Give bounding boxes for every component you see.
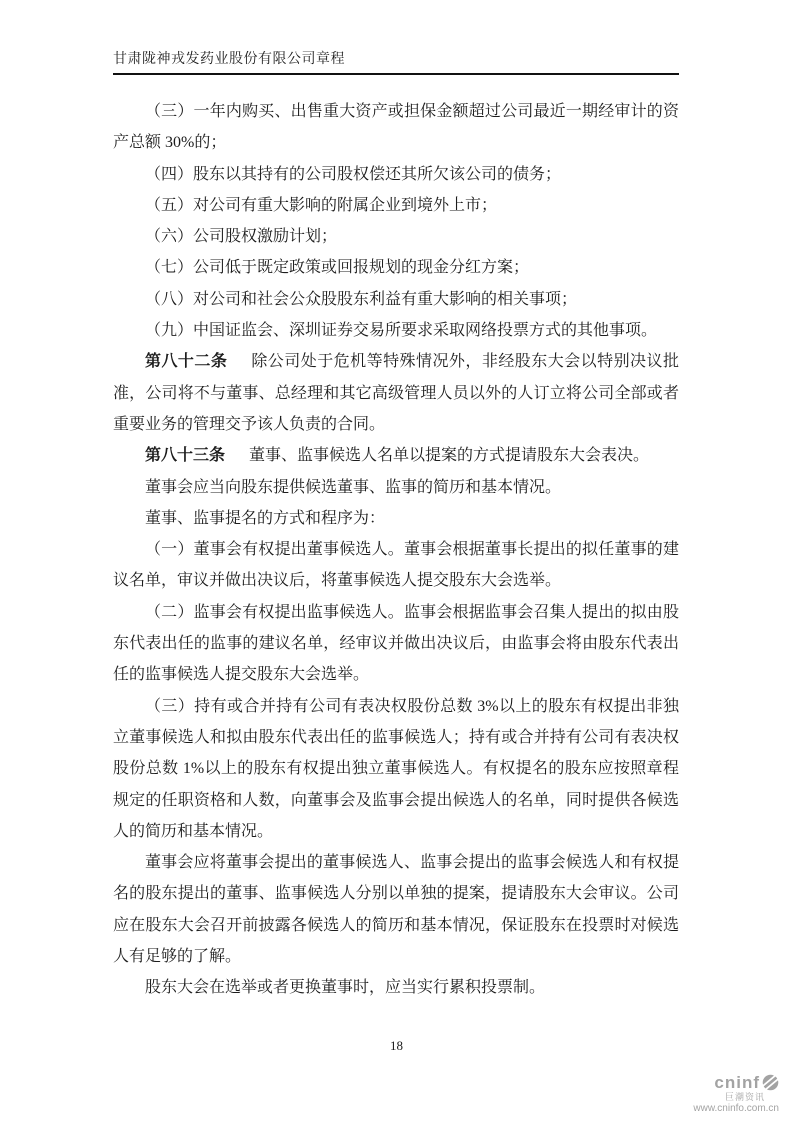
paragraph: （五）对公司有重大影响的附属企业到境外上市； — [145, 196, 498, 214]
paragraph: （三）持有或合并持有公司有表决权股份总数 3%以上的股东有权提出非独立董事候选人和拟由股东代表出任的监事候选人；持有或合并持有公司有表决权股份总数 1%以上的股东有权提出独立董事候选人。有权提名的股东应按照章程规定的任职资格和人数，向董事会及监事会提出候选人的名单，同时提供各候选人的简历和基本情况。 — [113, 697, 679, 840]
header-title: 甘肃陇神戎发药业股份有限公司章程 — [113, 52, 345, 67]
paragraph: 董事、监事提名的方式和程序为： — [145, 509, 386, 527]
cninfo-swirl-icon — [762, 1074, 779, 1091]
paragraph: 董事会应当向股东提供候选董事、监事的简历和基本情况。 — [145, 478, 562, 496]
paragraph: 第八十二条 除公司处于危机等特殊情况外，非经股东大会以特别决议批准，公司将不与董事、总经理和其它高级管理人员以外的人订立将公司全部或者重要业务的管理交予该人负责的合同。 — [113, 353, 679, 433]
document-header — [113, 50, 679, 75]
paragraph: 董事会应将董事会提出的董事候选人、监事会提出的监事会候选人和有权提名的股东提出的董事、监事候选人分别以单独的提案，提请股东大会审议。公司应在股东大会召开前披露各候选人的简历和基本情况，保证股东在投票时对候选人有足够的了解。 — [113, 854, 679, 966]
cninfo-logo-subtitle: 巨潮资讯 — [724, 1092, 765, 1102]
paragraph: （九）中国证监会、深圳证券交易所要求采取网络投票方式的其他事项。 — [145, 322, 658, 340]
paragraph: （七）公司低于既定政策或回报规划的现金分红方案； — [145, 259, 530, 277]
article-number: 第八十二条 — [145, 353, 228, 371]
paragraph: 股东大会在选举或者更换董事时，应当实行累积投票制。 — [145, 979, 546, 997]
document-body — [113, 96, 679, 1004]
paragraph: （八）对公司和社会公众股股东利益有重大影响的相关事项； — [145, 290, 578, 308]
cninfo-logo-text: cninf — [714, 1073, 760, 1092]
paragraph: （一）董事会有权提出董事候选人。董事会根据董事长提出的拟任董事的建议名单，审议并做出决议后，将董事候选人提交股东大会选举。 — [113, 541, 679, 590]
cninfo-logo-row — [693, 1074, 779, 1091]
paragraph: （六）公司股权激励计划； — [145, 228, 338, 246]
page-number: 18 — [390, 1038, 403, 1053]
paragraph: （四）股东以其持有的公司股权偿还其所欠该公司的债务； — [145, 165, 562, 183]
paragraph: （三）一年内购买、出售重大资产或担保金额超过公司最近一期经审计的资产总额 30%的； — [113, 103, 679, 152]
paragraph: （二）监事会有权提出监事候选人。监事会根据监事会召集人提出的拟由股东代表出任的监事的建议名单，经审议并做出决议后，由监事会将由股东代表出任的监事候选人提交股东大会选举。 — [113, 603, 679, 684]
cninfo-logo-url: www.cninfo.com.cn — [693, 1103, 779, 1114]
cninfo-logo — [693, 1074, 779, 1114]
paragraph: 第八十三条 董事、监事候选人名单以提案的方式提请股东大会表决。 — [145, 447, 650, 465]
article-number: 第八十三条 — [145, 447, 226, 465]
